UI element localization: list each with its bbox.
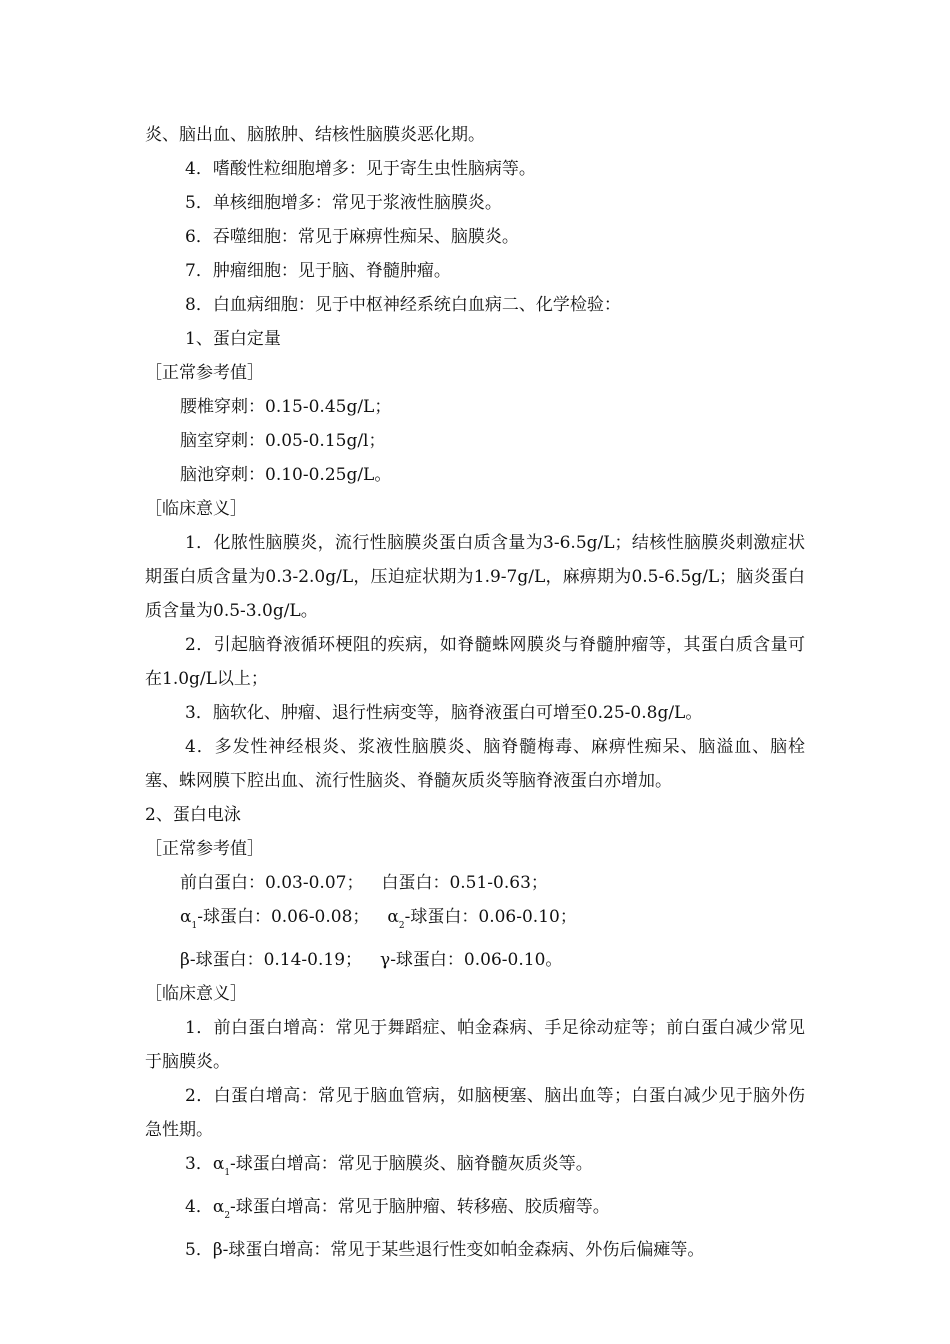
item-number: 4． <box>185 1197 213 1217</box>
reference-row <box>145 866 805 900</box>
subscript: 2 <box>398 921 405 931</box>
section-heading: 2、蛋白电泳 <box>145 805 241 825</box>
beta-ref: β-球蛋白：0.14-0.19； <box>180 950 363 970</box>
text-line: 4．嗜酸性粒细胞增多：见于寄生虫性脑病等。 <box>185 159 536 179</box>
alpha-symbol: α <box>212 1197 225 1217</box>
alpha2-ref: -球蛋白：0.06-0.10； <box>404 907 577 927</box>
text-line: 炎、脑出血、脑脓肿、结核性脑膜炎恶化期。 <box>145 125 485 145</box>
clinical-item: 4．多发性神经根炎、浆液性脑膜炎、脑脊髓梅毒、麻痹性痴呆、脑溢血、脑栓塞、蛛网膜下腔出血、流行性脑炎、脊髓灰质炎等脑脊液蛋白亦增加。 <box>145 737 805 791</box>
section-heading: 1、蛋白定量 <box>185 329 281 349</box>
text-line: 7．肿瘤细胞：见于脑、脊髓肿瘤。 <box>185 261 451 281</box>
gamma-ref: γ-球蛋白：0.06-0.10。 <box>380 950 563 970</box>
clinical-item <box>145 1147 805 1190</box>
reference-heading: ［正常参考值］ <box>145 839 264 859</box>
reference-row <box>145 943 805 977</box>
clinical-item: 1．化脓性脑膜炎，流行性脑膜炎蛋白质含量为3-6.5g/L；结核性脑膜炎刺激症状期蛋白质含量为0.3-2.0g/L，压迫症状期为1.9-7g/L，麻痹期为0.5-6.5g/L；脑炎蛋白质含量为0.5-3.0g/L。 <box>145 533 805 621</box>
prealbumin-ref: 前白蛋白：0.03-0.07； <box>180 873 364 893</box>
subscript: 2 <box>224 1211 231 1221</box>
document-page <box>145 118 805 1267</box>
item-text: -球蛋白增高：常见于脑膜炎、脑脊髓灰质炎等。 <box>230 1154 593 1174</box>
reference-row <box>145 900 805 943</box>
reference-value: 脑室穿刺：0.05-0.15g/l； <box>180 431 386 451</box>
subscript: 1 <box>191 921 198 931</box>
clinical-item: 5．β-球蛋白增高：常见于某些退行性变如帕金森病、外伤后偏瘫等。 <box>185 1240 705 1260</box>
alpha-symbol: α <box>387 907 399 927</box>
clinical-heading: ［临床意义］ <box>145 984 247 1004</box>
text-line: 5．单核细胞增多：常见于浆液性脑膜炎。 <box>185 193 502 213</box>
text-line: 8．白血病细胞：见于中枢神经系统白血病二、化学检验： <box>185 295 621 315</box>
subscript: 1 <box>224 1168 231 1178</box>
clinical-item: 1．前白蛋白增高：常见于舞蹈症、帕金森病、手足徐动症等；前白蛋白减少常见于脑膜炎。 <box>145 1018 805 1072</box>
clinical-item <box>145 1190 805 1233</box>
albumin-ref: 白蛋白：0.51-0.63； <box>381 873 548 893</box>
item-number: 3． <box>185 1154 213 1174</box>
clinical-item: 2．白蛋白增高：常见于脑血管病，如脑梗塞、脑出血等；白蛋白减少见于脑外伤急性期。 <box>145 1086 805 1140</box>
clinical-heading: ［临床意义］ <box>145 499 247 519</box>
alpha1-ref: -球蛋白：0.06-0.08； <box>197 907 370 927</box>
alpha-symbol: α <box>180 907 192 927</box>
reference-value: 腰椎穿刺：0.15-0.45g/L； <box>180 397 392 417</box>
alpha-symbol: α <box>212 1154 225 1174</box>
text-line: 6．吞噬细胞：常见于麻痹性痴呆、脑膜炎。 <box>185 227 519 247</box>
reference-heading: ［正常参考值］ <box>145 363 264 383</box>
item-text: -球蛋白增高：常见于脑肿瘤、转移癌、胶质瘤等。 <box>230 1197 610 1217</box>
clinical-item: 3．脑软化、肿瘤、退行性病变等，脑脊液蛋白可增至0.25-0.8g/L。 <box>185 703 703 723</box>
clinical-item: 2．引起脑脊液循环梗阻的疾病，如脊髓蛛网膜炎与脊髓肿瘤等，其蛋白质含量可在1.0g/L以上； <box>145 635 805 689</box>
reference-value: 脑池穿刺：0.10-0.25g/L。 <box>180 465 392 485</box>
